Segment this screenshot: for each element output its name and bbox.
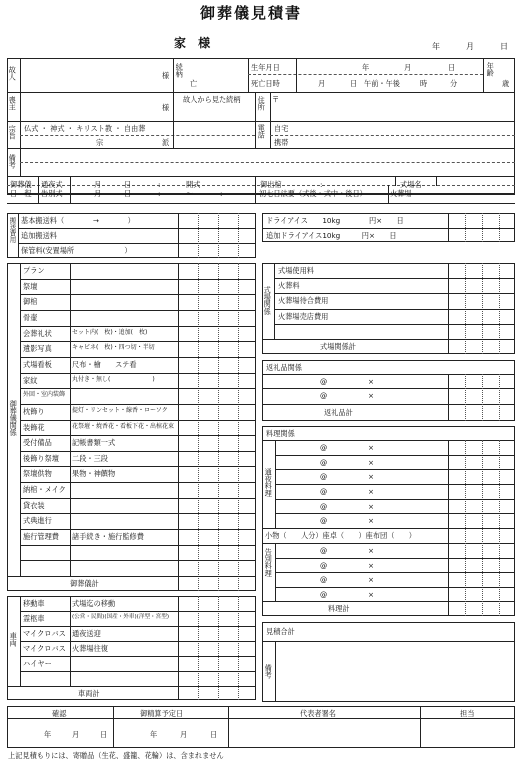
cuisine-x: × [368, 575, 375, 584]
zokugara-value: 亡 [190, 79, 198, 88]
cuisine-at: @ [320, 472, 328, 481]
funeral-item-detail: 記帳書類一式 [72, 438, 116, 447]
cuisine-row-line [275, 455, 515, 456]
funeral-row-line [20, 310, 256, 311]
returns-at-1: @ [320, 377, 328, 386]
header-day: 日 [500, 42, 508, 51]
relation-label: 故人から見た続柄 [183, 95, 241, 104]
death-label: 死亡日時 [251, 79, 280, 88]
cuisine-row-line [275, 513, 515, 514]
footer-settlement: 御精算予定日 [140, 709, 184, 718]
tsuya-month: 月 [94, 180, 102, 189]
tsuya-kaishiki: 開式 [186, 180, 201, 189]
postal-mark: 〒 [272, 95, 280, 104]
funeral-item-detail: 二段・三段 [72, 454, 108, 463]
cuisine-row-line [275, 558, 515, 559]
vehicle-row-line [20, 611, 256, 612]
settlement-month: 月 [180, 730, 188, 739]
footer-rep: 代表者署名 [300, 709, 336, 718]
funeral-item-detail: キャビネ( 枚)・四つ切・半切 [72, 344, 155, 351]
funeral-item-name: 式場看板 [23, 360, 52, 369]
footer-kakunin: 確認 [52, 709, 67, 718]
funeral-item-name: 枕飾り [23, 407, 45, 416]
funeral-item-detail: 提灯・リンセット・線香・ローソク [72, 407, 168, 414]
cuisine-row-line [275, 587, 515, 588]
religion-label: 宗旨 [8, 125, 18, 140]
returns-at-2: @ [320, 391, 328, 400]
dry-ice-row: ドライアイス 10kg 円× 日 [266, 216, 404, 225]
kakunin-day: 日 [100, 730, 108, 739]
funeral-row-line [20, 513, 256, 514]
shukkan-colon: : [320, 180, 323, 189]
funeral-item-detail: 花祭壇・焼香花・看板下花・出棺花束 [72, 423, 175, 430]
schedule-label-2: 日 程 [10, 189, 32, 198]
vehicle-name: 移動車 [23, 599, 45, 608]
cuisine-at: @ [320, 546, 328, 555]
estimate-remarks-label: 備考 [264, 664, 274, 679]
kokubetsu-month: 月 [94, 189, 102, 198]
religion-ha: 派 [162, 138, 170, 147]
kakunin-year: 年 [44, 730, 52, 739]
funeral-row-line [20, 357, 256, 358]
vehicle-detail: 式場迄の移動 [72, 599, 116, 608]
shonanoka-label: 初七日法要（式後・式中・後日） [259, 189, 367, 198]
cuisine-x: × [368, 516, 375, 525]
funeral-item-detail: 諸手続き・施行監修費 [72, 532, 144, 541]
funeral-item-name: 納棺・メイク [23, 485, 66, 494]
funeral-item-detail: 丸付き・無し( ) [72, 376, 155, 383]
venue-item: 火葬場売店費用 [278, 312, 329, 321]
cuisine-at: @ [320, 502, 328, 511]
mourner-sama: 様 [162, 103, 170, 112]
funeral-item-detail: 果物・神饌物 [72, 469, 116, 478]
footer-note: 上記見積もりには、寄贈品（生花、盛籠、花輪）は、含まれません [8, 751, 224, 760]
mourner-label: 喪主 [8, 96, 18, 111]
phone-home: 自宅 [274, 124, 289, 133]
cuisine-total: 料理計 [328, 604, 350, 613]
kasoba-label: 火葬場 [390, 189, 412, 198]
settlement-year: 年 [150, 730, 158, 739]
funeral-item-name: 式典進行 [23, 516, 52, 525]
tsuya-colon: : [158, 180, 161, 189]
returns-x-2: × [368, 391, 375, 400]
venue-row-line [274, 324, 515, 325]
funeral-row-line [20, 435, 256, 436]
birth-label: 生年月日 [251, 63, 280, 72]
funeral-row-line [20, 404, 256, 405]
vehicles-label: 車両 [9, 632, 19, 647]
funeral-label: 御葬儀関係 [9, 400, 19, 436]
venue-total: 式場関係計 [320, 342, 356, 351]
death-hour: 時 [420, 79, 428, 88]
phone-mobile: 携帯 [274, 138, 289, 147]
funeral-total: 御葬儀計 [70, 579, 99, 588]
funeral-item-name: 施行管理費 [23, 532, 59, 541]
deceased-label: 故人 [8, 66, 18, 81]
estimate-total-label: 見積合計 [266, 627, 295, 636]
funeral-item-name: 遺影写真 [23, 344, 52, 353]
vehicle-detail: 通夜送迎 [72, 629, 101, 638]
funeral-row-line [20, 560, 256, 561]
religion-options: 仏式 ・ 神式 ・ キリスト教 ・ 自由葬 [24, 124, 146, 133]
funeral-item-name: 貸衣装 [23, 501, 45, 510]
funeral-item-detail: 尺布・檜 ステ看 [72, 360, 137, 369]
cuisine-at: @ [320, 487, 328, 496]
funeral-row-line [20, 451, 256, 452]
transport-label: 搬送費用 [8, 217, 17, 243]
age-sai: 歳 [502, 79, 510, 88]
cuisine-x: × [368, 443, 375, 452]
cuisine-row-line [275, 484, 515, 485]
funeral-row-line [20, 326, 256, 327]
transport-row-3: 保管料(安置場所 ） [21, 246, 132, 255]
funeral-item-name: 御棺 [23, 297, 38, 306]
shikijomei-label: 式場名 [400, 180, 422, 189]
death-ampm: 午前・午後 [364, 79, 400, 88]
cuisine-x: × [368, 472, 375, 481]
transport-row-2: 追加搬送料 [21, 231, 57, 240]
cuisine-at: @ [320, 575, 328, 584]
venue-row-line [274, 293, 515, 294]
cuisine-row-line [275, 572, 515, 573]
funeral-row-line [20, 498, 256, 499]
phone-label: 電話 [257, 124, 267, 139]
funeral-row-line [20, 420, 256, 421]
funeral-item-name: 後飾り祭壇 [23, 454, 59, 463]
kokubetsu-label: 告別式 [41, 189, 63, 198]
vehicle-name: マイクロバス [23, 644, 66, 653]
kobutsu-row: 小物（ 人分）座卓（ ）座布団（ ） [265, 531, 416, 540]
vehicle-name: ハイヤー [23, 659, 52, 668]
settlement-day: 日 [210, 730, 218, 739]
funeral-item-name: 外回・室内装飾 [23, 391, 66, 398]
funeral-row-line [20, 545, 256, 546]
signature-block [7, 706, 515, 748]
cuisine-at: @ [320, 516, 328, 525]
vehicle-row-line [20, 626, 256, 627]
cuisine-x: × [368, 590, 375, 599]
footer-tanto: 担当 [460, 709, 475, 718]
funeral-item-name: 祭壇供物 [23, 469, 52, 478]
funeral-item-name: 会葬礼状 [23, 329, 52, 338]
venue-item: 火葬料 [278, 281, 300, 290]
cuisine-at: @ [320, 443, 328, 452]
vehicle-detail: 火葬場往復 [72, 644, 108, 653]
funeral-row-line [20, 373, 256, 374]
funeral-item-name: プラン [23, 266, 45, 275]
kokubetsu-kara: 〜 [186, 189, 194, 198]
vehicle-row-line [20, 641, 256, 642]
cuisine-x: × [368, 546, 375, 555]
remarks-label: 備考 [8, 154, 18, 169]
funeral-item-name: 祭壇 [23, 282, 38, 291]
cuisine-x: × [368, 458, 375, 467]
transport-row-1: 基本搬送料（ → ） [21, 216, 135, 225]
tsuya-day: 日 [124, 180, 132, 189]
funeral-item-name: 装飾花 [23, 423, 45, 432]
birth-month: 月 [404, 63, 412, 72]
funeral-row-line [20, 279, 256, 280]
cuisine-x: × [368, 561, 375, 570]
address-label: 住所 [257, 96, 267, 111]
death-minute: 分 [450, 79, 458, 88]
death-day: 日 [350, 79, 358, 88]
funeral-item-detail: セット内( 枚)・追加( 枚) [72, 329, 148, 336]
venue-row-line [274, 309, 515, 310]
venue-row-line [274, 278, 515, 279]
funeral-row-line [20, 388, 256, 389]
religion-shu: 宗 [96, 138, 104, 147]
returns-label: 返礼品関係 [266, 363, 302, 372]
tsuya-cuisine-label: 通夜料理 [264, 468, 274, 497]
tsuya-label: 通夜式 [41, 180, 63, 189]
venue-label: 式場関係 [263, 286, 273, 315]
cuisine-at: @ [320, 590, 328, 599]
birth-day: 日 [448, 63, 456, 72]
header-year: 年 [432, 42, 440, 51]
funeral-item-name: 骨壷 [23, 313, 38, 322]
deceased-sama: 様 [162, 71, 170, 80]
header-month: 月 [466, 42, 474, 51]
document-title: 御葬儀見積書 [200, 4, 303, 22]
zokugara-label: 続柄 [175, 63, 185, 78]
vehicle-name: 霊柩車 [23, 614, 45, 623]
vehicle-row-line [20, 671, 256, 672]
funeral-row-line [20, 482, 256, 483]
returns-x-1: × [368, 377, 375, 386]
funeral-row-line [20, 294, 256, 295]
kokubetsu-day: 日 [124, 189, 132, 198]
vehicle-name: マイクロバス [23, 629, 66, 638]
venue-item: 式場使用料 [278, 266, 314, 275]
dry-ice-extra-row: 追加ドライアイス10kg 円× 日 [266, 231, 397, 240]
funeral-row-line [20, 466, 256, 467]
kokubetsu-colon2: : [220, 189, 223, 198]
cuisine-row-line [275, 469, 515, 470]
vehicles-total: 車両計 [78, 689, 100, 698]
funeral-item-name: 受付備品 [23, 438, 52, 447]
shukkan-label: 御出棺 [260, 180, 282, 189]
funeral-row-line [20, 529, 256, 530]
cuisine-row-line [275, 499, 515, 500]
vehicle-detail: (公営・民間)(国産・外車)(洋型・宮型) [72, 614, 170, 620]
funeral-item-name: 家紋 [23, 376, 38, 385]
age-label: 年齢 [486, 62, 496, 77]
cuisine-x: × [368, 487, 375, 496]
venue-item: 火葬場待合費用 [278, 296, 329, 305]
kokubetsu-colon: : [158, 189, 161, 198]
cuisine-at: @ [320, 561, 328, 570]
family-name-title: 家 様 [174, 36, 215, 50]
cuisine-at: @ [320, 458, 328, 467]
estimate-block [262, 622, 515, 702]
cuisine-label: 料理関係 [266, 429, 295, 438]
returns-total: 返礼品計 [324, 408, 353, 417]
schedule-label-1: 御葬儀 [10, 180, 32, 189]
vehicle-row-line [20, 656, 256, 657]
kakunin-month: 月 [72, 730, 80, 739]
kokubetsu-cuisine-label: 告別料理 [264, 548, 274, 577]
funeral-row-line [20, 341, 256, 342]
cuisine-x: × [368, 502, 375, 511]
birth-year: 年 [362, 63, 370, 72]
death-month: 月 [318, 79, 326, 88]
